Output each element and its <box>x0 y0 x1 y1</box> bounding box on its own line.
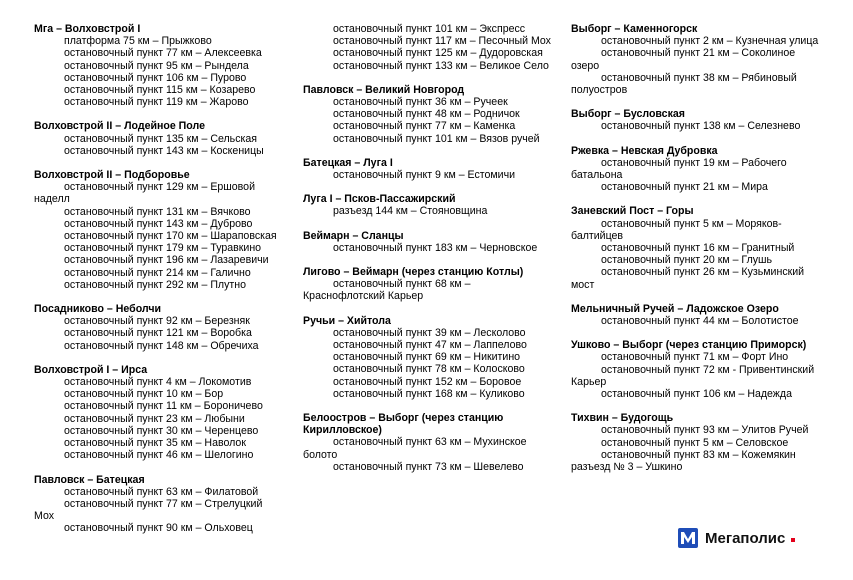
stop-item: остановочный пункт 148 км – Обречиха <box>64 339 259 352</box>
route-group <box>571 412 821 473</box>
stop-item: остановочный пункт 73 км – Шевелево <box>333 460 524 473</box>
stop-item: остановочный пункт 36 км – Ручеек <box>333 96 508 109</box>
stop-item: остановочный пункт 125 км – Дудоровская <box>333 47 543 60</box>
stop-item: остановочный пункт 26 км – Кузьминский мост <box>571 266 805 291</box>
stop-item: остановочный пункт 93 км – Улитов Ручей <box>601 424 809 437</box>
route-group <box>303 412 553 473</box>
route-title: Выборг – Каменногорск <box>571 23 698 35</box>
route-title: Волховстрой II – Лодейное Поле <box>34 120 205 133</box>
route-group <box>571 145 821 194</box>
stop-item: остановочный пункт 292 км – Плутно <box>64 278 247 291</box>
route-title: Луга I – Псков-Пассажирский <box>303 193 456 206</box>
stop-item: остановочный пункт 23 км – Любыни <box>64 412 245 425</box>
route-group <box>571 23 821 96</box>
stop-item: остановочный пункт 21 км – Соколиное озеро <box>571 47 796 72</box>
route-group <box>571 339 821 400</box>
stop-item: платформа 75 км – Прыжково <box>64 35 212 48</box>
stop-item: остановочный пункт 30 км – Черенцево <box>64 424 259 437</box>
stop-item: остановочный пункт 4 км – Локомотив <box>64 376 252 389</box>
column-2 <box>303 23 553 485</box>
stop-item: остановочный пункт 214 км – Галично <box>64 266 251 279</box>
route-group <box>34 474 282 535</box>
route-group <box>34 120 282 157</box>
stop-item: остановочный пункт 2 км – Кузнечная улица <box>601 35 819 48</box>
megapolis-logo <box>678 528 795 548</box>
stop-item: остановочный пункт 21 км – Мира <box>601 181 768 194</box>
stop-item: остановочный пункт 101 км – Экспресс <box>333 23 526 35</box>
stop-item: остановочный пункт 121 км – Воробка <box>64 327 252 340</box>
logo-dot <box>791 538 795 542</box>
route-group <box>34 23 282 108</box>
route-title: Мга – Волховстрой I <box>34 23 141 35</box>
stop-item: остановочный пункт 106 км – Пурово <box>64 71 247 84</box>
stop-item: остановочный пункт 5 км – Селовское <box>601 436 789 449</box>
stop-item: остановочный пункт 101 км – Вязов ручей <box>333 132 540 145</box>
stop-item: остановочный пункт 90 км – Ольховец <box>64 522 253 535</box>
stop-item: остановочный пункт 106 км – Надежда <box>601 388 792 401</box>
route-group <box>303 84 553 145</box>
route-group <box>303 193 553 217</box>
stop-item: остановочный пункт 47 км – Лаппелово <box>333 339 527 352</box>
route-group <box>34 169 282 291</box>
route-group <box>303 157 553 181</box>
route-title: Лигово – Веймарн (через станцию Котлы) <box>303 266 524 279</box>
column-3 <box>571 23 821 485</box>
route-group <box>34 303 282 352</box>
route-title: Батецкая – Луга I <box>303 156 393 169</box>
route-title: Волховстрой II – Подборовье <box>34 169 190 182</box>
stop-item: остановочный пункт 19 км – Рабочего батальона <box>571 156 787 182</box>
stop-item: остановочный пункт 38 км – Рябиновый полуостров <box>571 71 797 97</box>
route-title: Посадниково – Неболчи <box>34 303 162 316</box>
route-title: Веймарн – Сланцы <box>303 229 404 242</box>
stop-item: остановочный пункт 69 км – Никитино <box>333 351 521 364</box>
stop-item: остановочный пункт 77 км – Стрелуцкий Мох <box>34 497 263 523</box>
stop-item: остановочный пункт 20 км – Глушь <box>601 254 773 267</box>
stop-item: остановочный пункт 68 км – Краснофлотский Карьер <box>303 278 471 303</box>
column-1 <box>34 23 282 547</box>
stop-item: остановочный пункт 78 км – Колосково <box>333 363 525 376</box>
stop-item: остановочный пункт 44 км – Болотистое <box>601 315 799 328</box>
route-title: Белоостров – Выборг (через станцию Кирилловское) <box>303 412 504 437</box>
stop-item: разъезд 144 км – Стояновщина <box>333 205 488 218</box>
route-group <box>303 23 553 72</box>
route-title: Тихвин – Будогощь <box>571 412 674 425</box>
stop-item: остановочный пункт 77 км – Каменка <box>333 120 516 133</box>
route-group <box>303 230 553 254</box>
stop-item: остановочный пункт 119 км – Жарово <box>64 96 249 109</box>
route-group <box>571 205 821 290</box>
route-title: Волховстрой I – Ирса <box>34 363 148 376</box>
route-group <box>34 364 282 462</box>
route-title: Павловск – Батецкая <box>34 473 145 486</box>
route-title: Заневский Пост – Горы <box>571 205 694 218</box>
route-group <box>303 266 553 303</box>
stop-item: остановочный пункт 183 км – Черновское <box>333 241 538 254</box>
logo-mark-icon <box>678 528 698 548</box>
stop-item: остановочный пункт 10 км – Бор <box>64 388 224 401</box>
stop-item: остановочный пункт 11 км – Бороничево <box>64 400 263 413</box>
stop-item: остановочный пункт 46 км – Шелогино <box>64 449 254 462</box>
stop-item: остановочный пункт 115 км – Козарево <box>64 84 256 97</box>
stop-item: остановочный пункт 71 км – Форт Ино <box>601 351 789 364</box>
route-title: Выборг – Бусловская <box>571 108 685 121</box>
stop-item: остановочный пункт 39 км – Лесколово <box>333 326 526 339</box>
stop-item: остановочный пункт 143 км – Коскеницы <box>64 144 264 157</box>
stop-item: остановочный пункт 63 км – Мухинское болото <box>303 436 527 461</box>
stop-item: остановочный пункт 83 км – Кожемякин разъезд № 3 – Ушкино <box>571 448 796 474</box>
stop-item: остановочный пункт 179 км – Туравкино <box>64 242 262 255</box>
route-group <box>571 108 821 132</box>
route-title: Ушково – Выборг (через станцию Приморск) <box>571 339 807 352</box>
route-title: Ржевка – Невская Дубровка <box>571 144 718 157</box>
stop-item: остановочный пункт 131 км – Вячково <box>64 205 251 218</box>
stop-item: остановочный пункт 168 км – Куликово <box>333 387 525 400</box>
stop-item: остановочный пункт 196 км – Лазаревичи <box>64 254 269 267</box>
stop-item: остановочный пункт 5 км – Моряков-балтийцев <box>571 217 782 242</box>
route-title: Мельничный Ручей – Ладожское Озеро <box>571 302 779 315</box>
stop-item: остановочный пункт 170 км – Шараповская <box>64 230 277 243</box>
stop-item: остановочный пункт 35 км – Наволок <box>64 437 246 450</box>
stop-item: остановочный пункт 16 км – Гранитный <box>601 242 795 255</box>
stop-item: остановочный пункт 9 км – Естомичи <box>333 169 516 182</box>
stop-item: остановочный пункт 135 км – Сельская <box>64 132 257 145</box>
stop-item: остановочный пункт 152 км – Боровое <box>333 375 522 388</box>
stop-item: остановочный пункт 133 км – Великое Село <box>333 59 549 72</box>
stop-item: остановочный пункт 48 км – Родничок <box>333 108 520 121</box>
stop-item: остановочный пункт 77 км – Алексеевка <box>64 47 262 60</box>
stop-item: остановочный пункт 143 км – Дуброво <box>64 217 253 230</box>
route-title: Павловск – Великий Новгород <box>303 83 465 96</box>
stop-item: остановочный пункт 92 км – Березняк <box>64 315 250 328</box>
route-group <box>303 315 553 400</box>
stop-item: остановочный пункт 117 км – Песочный Мох <box>333 35 551 48</box>
stop-item: остановочный пункт 72 км - Привентинский Карьер <box>571 363 815 388</box>
route-group <box>571 303 821 327</box>
stop-item: остановочный пункт 95 км – Рындела <box>64 59 249 72</box>
stop-item: остановочный пункт 138 км – Селезнево <box>601 120 801 133</box>
logo-text: Мегаполис <box>705 529 786 547</box>
route-title: Ручьи – Хийтола <box>303 314 391 327</box>
stop-item: остановочный пункт 129 км – Ершовой наделл <box>34 181 255 206</box>
stop-item: остановочный пункт 63 км – Филатовой <box>64 485 259 498</box>
